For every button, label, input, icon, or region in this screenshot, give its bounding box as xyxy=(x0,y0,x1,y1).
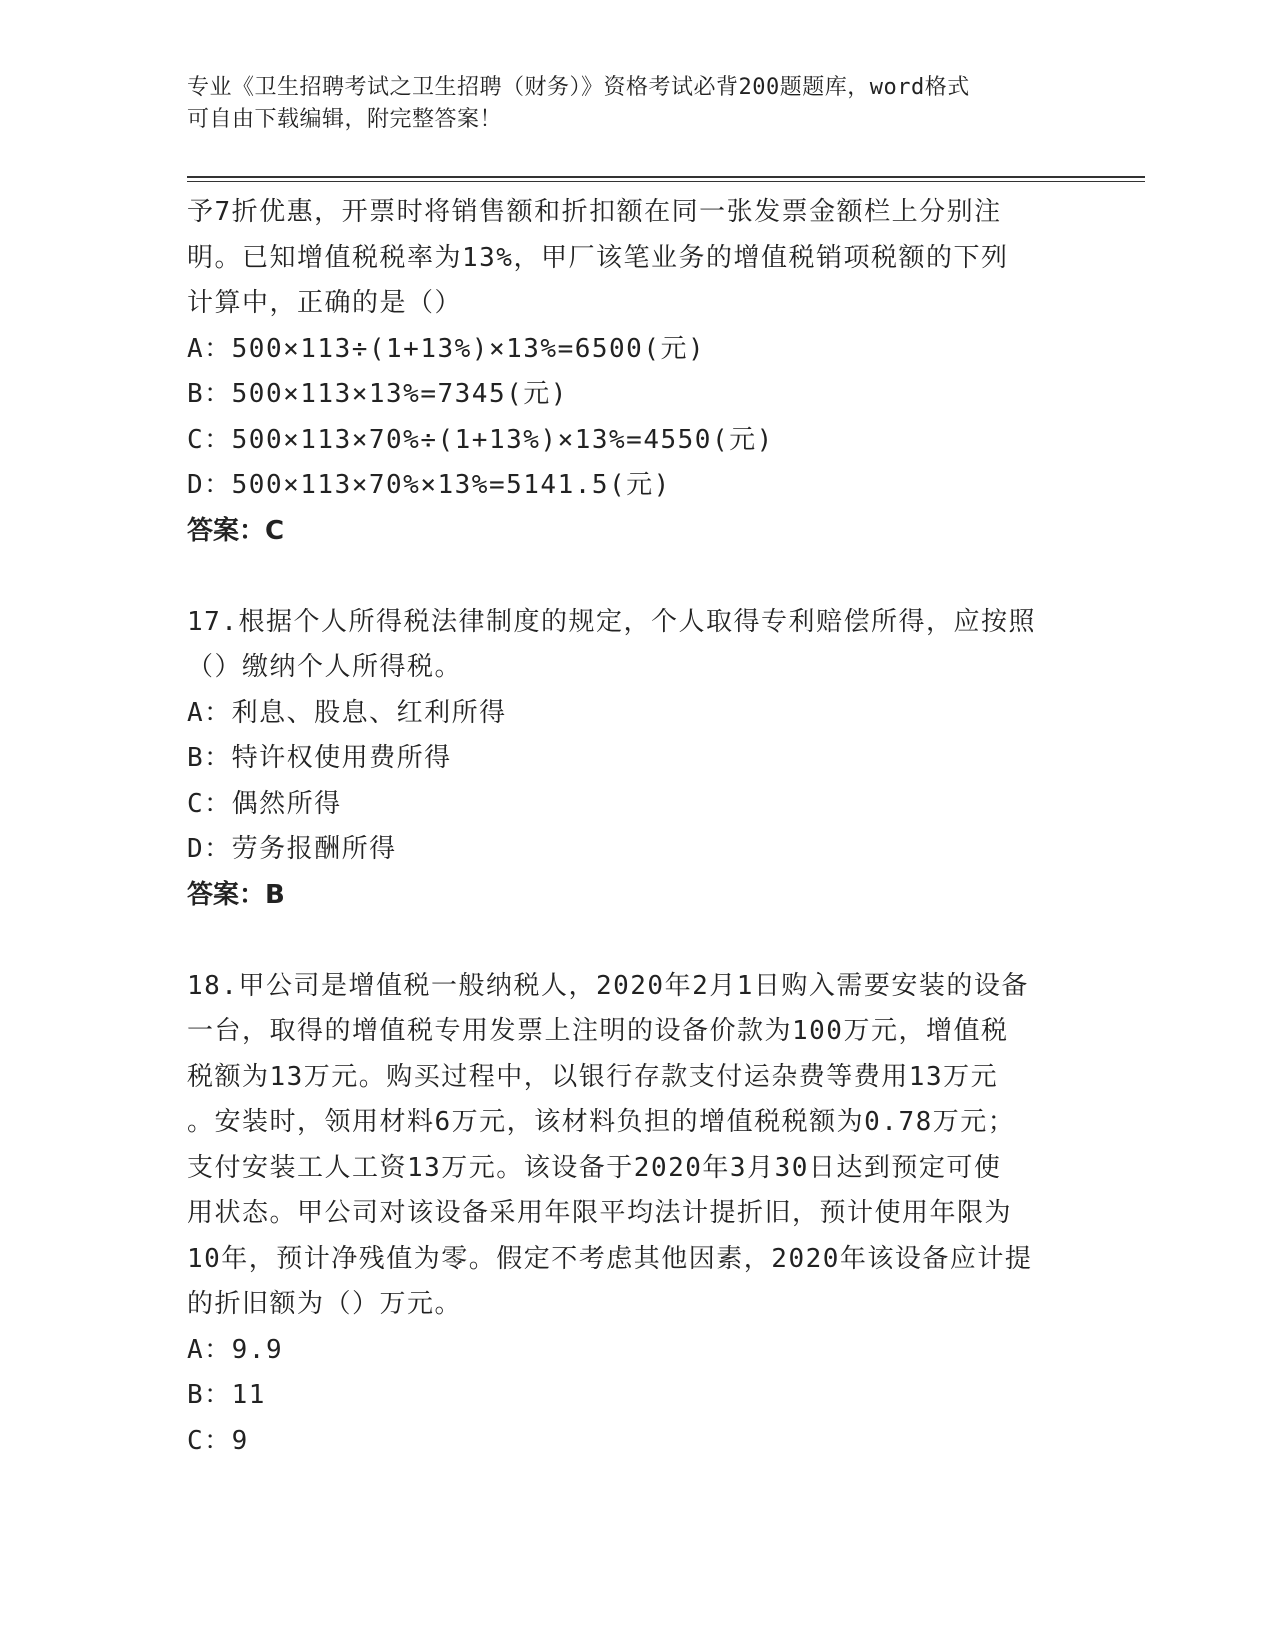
answer-label: 答案：C xyxy=(187,515,285,546)
question-stem-line: 用状态。甲公司对该设备采用年限平均法计提折旧，预计使用年限为 xyxy=(187,1198,1013,1228)
question-stem-line: （）缴纳个人所得税。 xyxy=(187,652,463,682)
header-rule-thin xyxy=(187,181,1145,182)
question-stem-line: 10年，预计净残值为零。假定不考虑其他因素，2020年该设备应计提 xyxy=(187,1243,1033,1274)
option-b: B：500×113×13%=7345(元) xyxy=(187,379,568,409)
question-stem-line: 支付安装工人工资13万元。该设备于2020年3月30日达到预定可使 xyxy=(187,1152,1002,1183)
option-b: B：特许权使用费所得 xyxy=(187,743,452,773)
question-stem-line: 。安装时，领用材料6万元，该材料负担的增值税税额为0.78万元； xyxy=(187,1107,1016,1137)
header-title-line-1: 专业《卫生招聘考试之卫生招聘（财务）》资格考试必背200题题库，word格式 xyxy=(187,75,970,100)
option-c: C：偶然所得 xyxy=(187,788,342,819)
header-title-line-2: 可自由下载编辑，附完整答案！ xyxy=(187,107,503,132)
option-d: D：500×113×70%×13%=5141.5(元) xyxy=(187,470,671,500)
header-rule-thick xyxy=(187,176,1145,178)
question-stem-line: 明。已知增值税税率为13%，甲厂该笔业务的增值税销项税额的下列 xyxy=(187,242,1009,273)
option-d: D：劳务报酬所得 xyxy=(187,834,397,864)
question-stem-line: 予7折优惠，开票时将销售额和折扣额在同一张发票金额栏上分别注 xyxy=(187,197,1002,227)
question-stem-line: 税额为13万元。购买过程中，以银行存款支付运杂费等费用13万元 xyxy=(187,1061,999,1092)
option-a: A：500×113÷(1+13%)×13%=6500(元) xyxy=(187,333,706,364)
question-stem-line: 一台，取得的增值税专用发票上注明的设备价款为100万元，增值税 xyxy=(187,1016,1009,1046)
question-stem-line: 的折旧额为（）万元。 xyxy=(187,1289,463,1319)
question-17 xyxy=(187,600,1087,919)
question-stem-line: 17.根据个人所得税法律制度的规定，个人取得专利赔偿所得，应按照 xyxy=(187,606,1036,637)
answer-label: 答案：B xyxy=(187,879,285,910)
question-stem-line: 18.甲公司是增值税一般纳税人，2020年2月1日购入需要安装的设备 xyxy=(187,970,1029,1001)
option-b: B：11 xyxy=(187,1380,266,1410)
question-spacer xyxy=(187,918,1087,964)
question-16 xyxy=(187,190,1087,554)
question-content xyxy=(187,190,1087,1464)
option-a: A：利息、股息、红利所得 xyxy=(187,697,507,728)
option-c: C：500×113×70%÷(1+13%)×13%=4550(元) xyxy=(187,424,774,455)
document-header xyxy=(187,72,1067,136)
option-a: A：9.9 xyxy=(187,1334,284,1365)
question-18 xyxy=(187,964,1087,1465)
question-stem-line: 计算中，正确的是（） xyxy=(187,288,463,318)
option-c: C：9 xyxy=(187,1425,249,1456)
question-spacer xyxy=(187,554,1087,600)
